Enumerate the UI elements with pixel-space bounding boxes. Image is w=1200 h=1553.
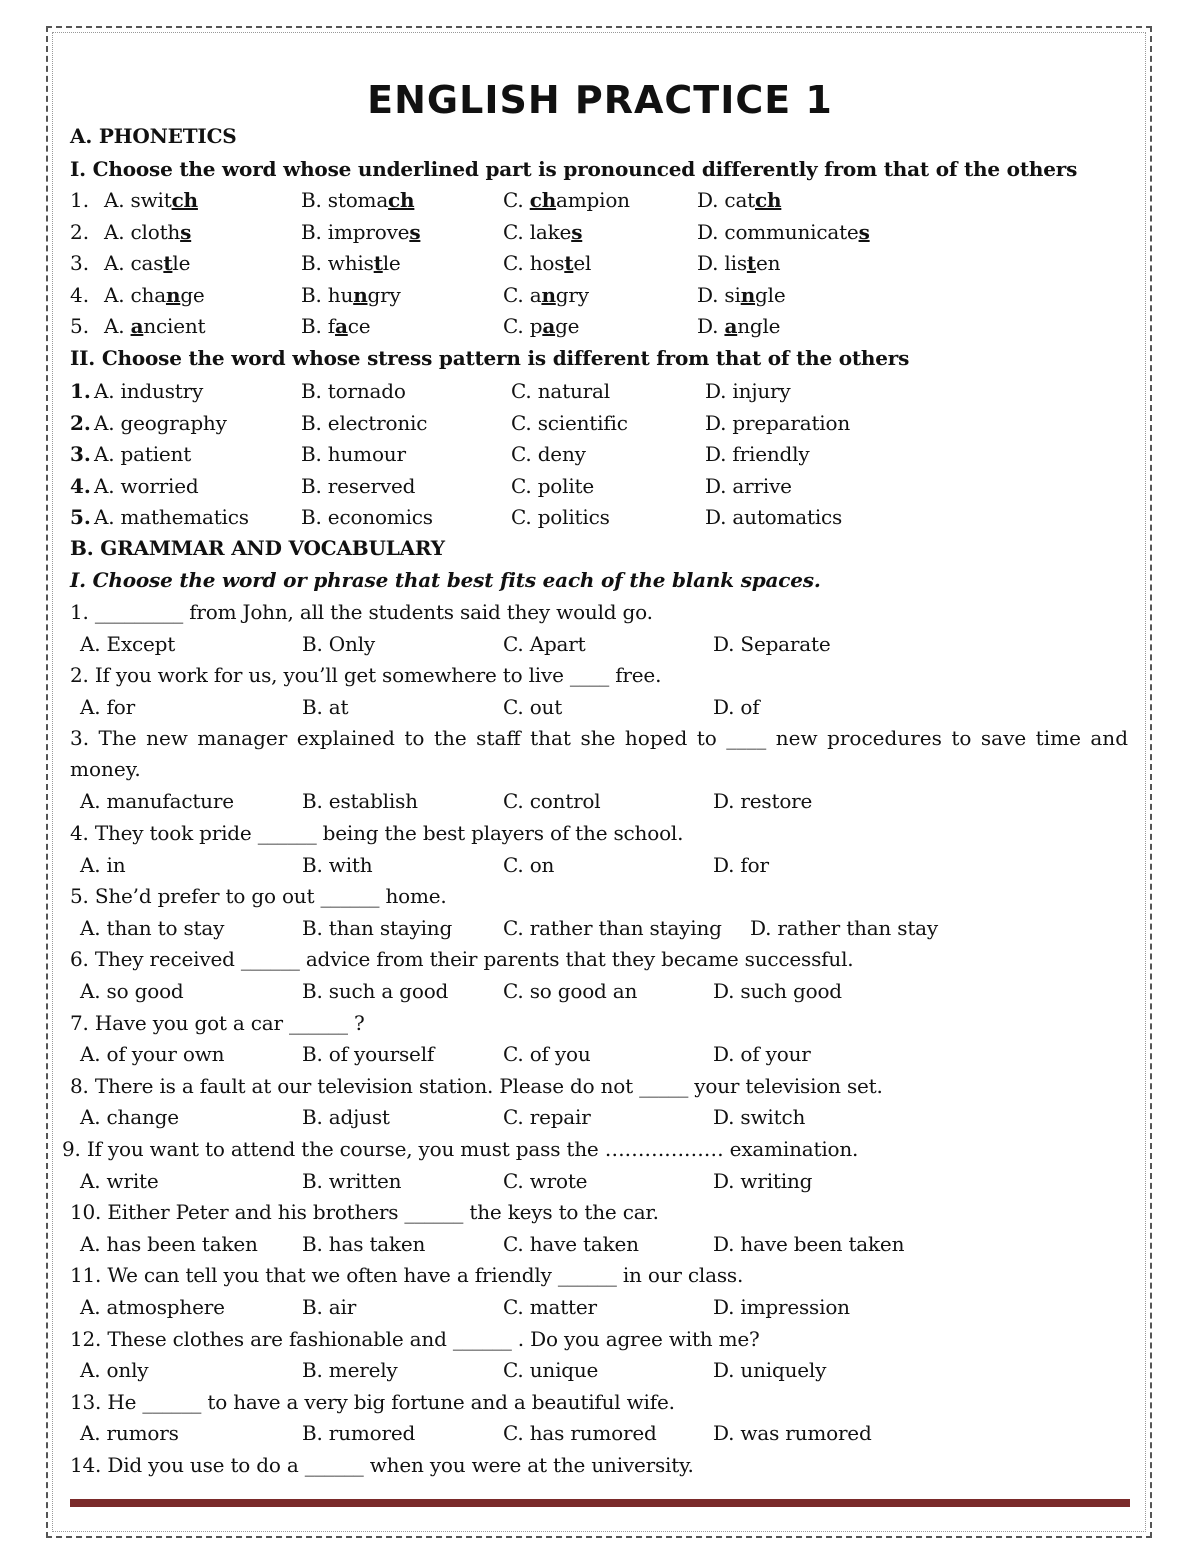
grammar-option: B. adjust	[302, 1105, 390, 1130]
stress-option: A. geography	[94, 410, 227, 435]
grammar-option: C. repair	[503, 1105, 591, 1130]
underlined-part: ch	[171, 188, 198, 212]
underlined-part: a	[130, 314, 144, 338]
stress-option: B. tornado	[301, 379, 406, 403]
grammar-question: 6. They received ______ advice from their parents that they became successful.	[70, 947, 854, 972]
grammar-option: B. rumored	[302, 1421, 416, 1446]
grammar-option: D. switch	[713, 1105, 806, 1130]
grammar-option: B. than staying	[302, 915, 453, 940]
grammar-option: C. wrote	[503, 1168, 588, 1193]
stress-option: B. humour	[301, 442, 406, 466]
grammar-option: A. manufacture	[80, 789, 234, 814]
stress-question-number: 4.	[70, 473, 91, 498]
phonetics-option: C. lakes	[503, 219, 583, 244]
grammar-option: A. Except	[80, 631, 176, 656]
grammar-option: B. merely	[302, 1358, 398, 1383]
grammar-option: B. at	[302, 694, 349, 719]
grammar-option: C. have taken	[503, 1231, 639, 1256]
phonetics-option: A. ancient	[104, 314, 206, 338]
grammar-option: B. establish	[302, 789, 418, 814]
grammar-option: D. rather than stay	[750, 915, 938, 940]
grammar-question: 8. There is a fault at our television station. Please do not _____ your television set.	[70, 1073, 883, 1098]
phonetics-option: C. champion	[503, 188, 630, 212]
stress-option: B. economics	[301, 505, 433, 529]
grammar-option: C. of you	[503, 1042, 591, 1067]
underlined-part: ch	[529, 188, 557, 212]
phonetics-option: C. angry	[503, 282, 589, 307]
underlined-part: s	[409, 219, 421, 244]
underlined-part: a	[335, 314, 348, 338]
grammar-instruction: I. Choose the word or phrase that best fits each of the blank spaces.	[70, 568, 821, 592]
stress-question-number: 2.	[70, 410, 91, 435]
phonetics-question-number: 3.	[70, 251, 90, 275]
underlined-part: s	[571, 219, 583, 244]
grammar-option: A. change	[80, 1105, 179, 1130]
grammar-option: D. of	[713, 694, 760, 719]
underlined-part: s	[858, 219, 870, 244]
underlined-part: t	[564, 251, 574, 275]
underlined-part: t	[746, 251, 756, 275]
grammar-option: A. rumors	[80, 1421, 179, 1446]
grammar-option: C. unique	[503, 1358, 599, 1383]
grammar-question: 14. Did you use to do a ______ when you were at the university.	[70, 1453, 694, 1477]
stress-option: A. mathematics	[94, 505, 249, 529]
stress-question-number: 3.	[70, 442, 91, 466]
section-a-heading: A. PHONETICS	[70, 124, 237, 148]
stress-option: D. friendly	[705, 442, 810, 466]
phonetics-option: A. cloths	[104, 219, 192, 244]
grammar-question: 1. _________ from John, all the students said they would go.	[70, 600, 653, 624]
phonetics-option: D. listen	[697, 251, 781, 275]
grammar-option: B. of yourself	[302, 1042, 435, 1067]
phonetics-question-number: 1.	[70, 188, 90, 212]
footer-bar	[70, 1499, 1130, 1507]
grammar-question: 2. If you work for us, you’ll get somewhere to live ____ free.	[70, 663, 662, 688]
grammar-question: 13. He ______ to have a very big fortune and a beautiful wife.	[70, 1389, 675, 1414]
phonetics-option: B. hungry	[301, 282, 401, 307]
grammar-option: D. writing	[713, 1168, 813, 1193]
grammar-option: A. in	[80, 852, 126, 877]
phonetics-option: A. switch	[104, 188, 198, 212]
grammar-option: D. restore	[713, 789, 813, 814]
stress-option: D. arrive	[705, 473, 792, 498]
grammar-question: 5. She’d prefer to go out ______ home.	[70, 884, 447, 909]
grammar-option: C. so good an	[503, 979, 638, 1003]
grammar-question: 4. They took pride ______ being the best players of the school.	[70, 821, 684, 845]
stress-instruction: II. Choose the word whose stress pattern is different from that of the others	[70, 346, 910, 370]
phonetics-option: D. single	[697, 282, 786, 307]
grammar-option: D. for	[713, 852, 769, 877]
stress-option: C. politics	[511, 505, 610, 529]
phonetics-option: C. page	[503, 314, 580, 338]
grammar-option: D. have been taken	[713, 1231, 905, 1256]
grammar-option: A. has been taken	[80, 1231, 258, 1256]
grammar-question: 3. The new manager explained to the staff that she hoped to ____ new procedures to save time and money.	[70, 726, 1128, 782]
grammar-option: A. of your own	[80, 1042, 225, 1067]
grammar-option: C. control	[503, 789, 601, 814]
grammar-option: A. for	[80, 694, 135, 719]
grammar-option: A. so good	[80, 979, 184, 1003]
grammar-option: C. rather than staying	[503, 915, 722, 940]
phonetics-option: B. whistle	[301, 251, 401, 275]
stress-option: C. natural	[511, 379, 610, 403]
stress-option: C. deny	[511, 442, 586, 466]
grammar-question: 9. If you want to attend the course, you must pass the ……………… examination.	[62, 1137, 859, 1161]
phonetics-question-number: 5.	[70, 314, 90, 338]
underlined-part: a	[542, 314, 556, 338]
phonetics-option: D. catch	[697, 188, 782, 212]
section-b-heading: B. GRAMMAR AND VOCABULARY	[70, 536, 445, 560]
phonetics-option: B. stomach	[301, 188, 415, 212]
phonetics-option: A. change	[104, 282, 205, 307]
grammar-option: C. on	[503, 852, 555, 877]
grammar-option: C. matter	[503, 1295, 597, 1319]
stress-option: D. automatics	[705, 505, 843, 529]
underlined-part: ch	[755, 188, 782, 212]
underlined-part: n	[165, 282, 181, 307]
phonetics-option: A. castle	[104, 251, 191, 275]
grammar-option: C. out	[503, 694, 563, 719]
stress-option: C. scientific	[511, 410, 628, 435]
grammar-question: 10. Either Peter and his brothers ______ the keys to the car.	[70, 1200, 659, 1225]
phonetics-option: D. communicates	[697, 219, 870, 244]
grammar-option: A. write	[80, 1168, 159, 1193]
grammar-option: A. atmosphere	[80, 1295, 225, 1319]
grammar-option: C. Apart	[503, 631, 586, 656]
underlined-part: t	[163, 251, 173, 275]
phonetics-question-number: 2.	[70, 219, 90, 244]
underlined-part: n	[541, 282, 556, 307]
grammar-option: D. uniquely	[713, 1358, 827, 1383]
grammar-option: D. of your	[713, 1042, 811, 1067]
grammar-question: 7. Have you got a car ______ ?	[70, 1010, 365, 1035]
grammar-option: B. Only	[302, 631, 375, 656]
page-title: ENGLISH PRACTICE 1	[367, 78, 833, 122]
phonetics-option: B. improves	[301, 219, 421, 244]
underlined-part: a	[724, 314, 738, 338]
grammar-option: B. has taken	[302, 1231, 426, 1256]
phonetics-option: B. face	[301, 314, 371, 338]
stress-option: D. preparation	[705, 410, 851, 435]
stress-option: A. worried	[94, 473, 199, 498]
underlined-part: n	[740, 282, 756, 307]
grammar-option: A. only	[80, 1358, 149, 1383]
underlined-part: ch	[388, 188, 415, 212]
grammar-option: B. written	[302, 1168, 402, 1193]
underlined-part: n	[353, 282, 368, 307]
underlined-part: s	[180, 219, 192, 244]
phonetics-option: D. angle	[697, 314, 781, 338]
grammar-option: D. Separate	[713, 631, 831, 656]
stress-question-number: 5.	[70, 505, 91, 529]
grammar-question: 12. These clothes are fashionable and ______ . Do you agree with me?	[70, 1326, 760, 1351]
grammar-option: B. such a good	[302, 979, 449, 1003]
grammar-option: D. impression	[713, 1295, 850, 1319]
stress-option: D. injury	[705, 379, 791, 403]
stress-option: A. patient	[94, 442, 192, 466]
phonetics-option: C. hostel	[503, 251, 592, 275]
grammar-option: B. with	[302, 852, 373, 877]
grammar-option: D. such good	[713, 979, 842, 1003]
grammar-question: 11. We can tell you that we often have a friendly ______ in our class.	[70, 1263, 744, 1288]
phonetics-instruction: I. Choose the word whose underlined part is pronounced differently from that of the others	[70, 157, 1078, 181]
stress-option: B. reserved	[301, 473, 416, 498]
grammar-option: D. was rumored	[713, 1421, 872, 1446]
stress-option: B. electronic	[301, 410, 428, 435]
stress-option: C. polite	[511, 473, 595, 498]
stress-question-number: 1.	[70, 379, 91, 403]
underlined-part: t	[373, 251, 383, 275]
phonetics-question-number: 4.	[70, 282, 90, 307]
grammar-option: A. than to stay	[80, 915, 225, 940]
stress-option: A. industry	[94, 379, 204, 403]
grammar-option: C. has rumored	[503, 1421, 657, 1446]
grammar-option: B. air	[302, 1295, 357, 1319]
